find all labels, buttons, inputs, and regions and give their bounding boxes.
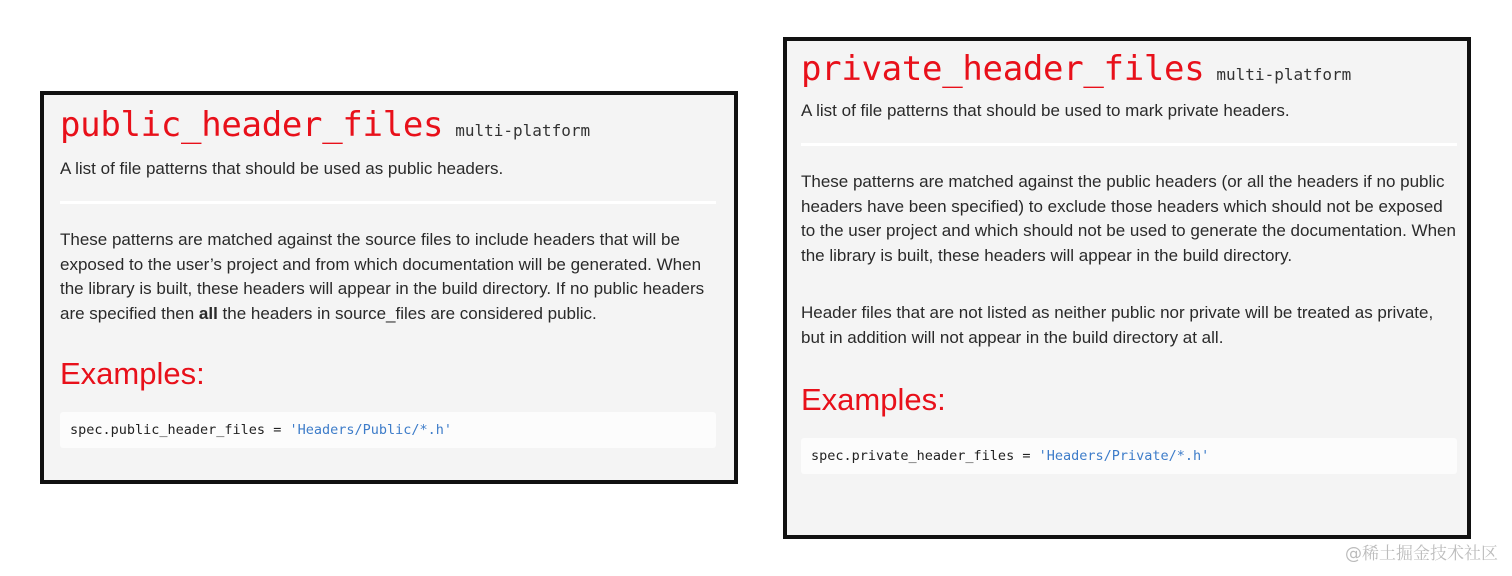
attribute-description <box>60 228 716 327</box>
platform-tag: multi-platform <box>455 121 591 140</box>
code-example <box>801 438 1457 474</box>
attribute-summary: A list of file patterns that should be used as public headers. <box>60 159 504 178</box>
private-header-files-panel <box>783 37 1471 539</box>
code-string: 'Headers/Private/*.h' <box>1038 448 1210 465</box>
description-emphasis: all <box>198 304 218 324</box>
platform-tag: multi-platform <box>1216 65 1352 84</box>
code-string: 'Headers/Public/*.h' <box>289 421 453 438</box>
section-divider <box>801 143 1457 146</box>
watermark: @稀土掘金技术社区 <box>1345 544 1498 564</box>
description-text-end: the headers in source_files are considered public. <box>217 304 597 324</box>
examples-heading: Examples: <box>60 355 205 391</box>
code-prefix: spec.private_header_files = <box>811 448 1039 465</box>
code-prefix: spec.public_header_files = <box>70 421 290 438</box>
examples-heading: Examples: <box>801 382 946 418</box>
attribute-title-row <box>60 103 716 147</box>
public-header-files-panel <box>40 91 738 484</box>
attribute-title-row <box>801 47 1457 91</box>
section-divider <box>60 201 716 204</box>
code-example <box>60 412 716 448</box>
attribute-name: public_header_files <box>60 105 444 145</box>
attribute-description: These patterns are matched against the public headers (or all the headers if no public headers have been specified) to exclude those headers which should not be exposed to the user project and which should not be used to generate the documentation. When the library is built, these headers will appear in the build directory. <box>801 172 1456 266</box>
attribute-description-note: Header files that are not listed as neither public nor private will be treated as private, but in addition will not appear in the build directory at all. <box>801 302 1434 347</box>
description-text: These patterns are matched against the source files to include headers that will be exposed to the user’s project and from which documentation will be generated. When the library is built, these headers will appear in the build directory. If no public headers are specified then <box>60 230 705 324</box>
attribute-summary: A list of file patterns that should be used to mark private headers. <box>801 101 1290 120</box>
attribute-name: private_header_files <box>801 49 1205 89</box>
